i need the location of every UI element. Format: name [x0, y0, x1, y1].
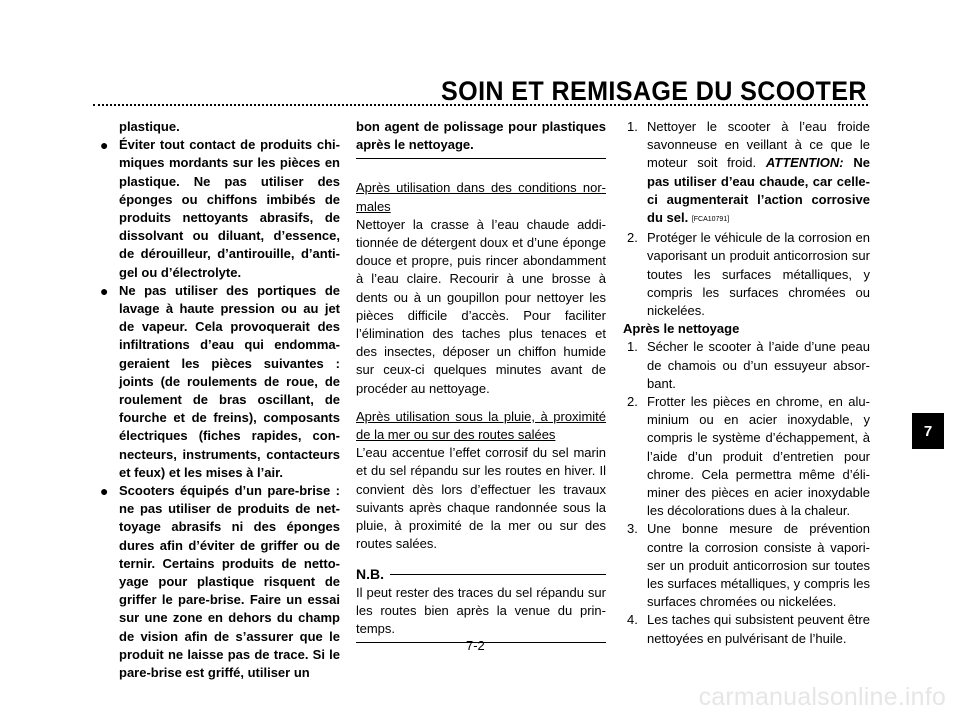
- list-item: [100, 482, 340, 682]
- column-1: [100, 118, 340, 682]
- numbered-step: [623, 611, 870, 647]
- page-title: SOIN ET REMISAGE DU SCOOTER: [441, 76, 867, 106]
- numbered-step: [623, 118, 870, 229]
- section-heading: Après le nettoyage: [623, 321, 740, 337]
- note-text: Il peut rester des traces du sel répandu sur les routes bien après la venue du printemps.: [356, 584, 606, 637]
- list-item: [100, 282, 340, 482]
- step-number: 1.: [627, 119, 638, 134]
- step-number: 3.: [627, 521, 638, 537]
- column-2: [356, 118, 606, 649]
- bullet-icon: ●: [100, 282, 109, 299]
- column-3: [623, 118, 870, 648]
- step-number: 2.: [627, 394, 638, 410]
- section-body: L’eau accentue l’effet corrosif du sel marin et du sel répandu sur les routes en hiver. Il convient dès lors d’effectuer les travaux suivants après chaque randonnée sous la pluie, à proximité de la mer ou sur des routes salées.: [356, 445, 606, 552]
- numbered-step: [623, 393, 870, 520]
- note-label: N.B.: [356, 566, 384, 583]
- caution-end-rule: [356, 158, 606, 159]
- list-item-text: Scooters équipés d’un pare-brise : ne pas utiliser de produits de nettoyage abrasifs ni des éponges dures afin d’éviter de griffer ou de ternir. Certains produits de nettoyage pour plastique risquent de griffer le pare-brise. Faire un essai sur une zone en dehors du champ de vision afin de s’assurer que le produit ne laisse pas de trace. Si le pare-brise est griffé, utiliser un: [119, 483, 340, 681]
- step-number: 4.: [627, 612, 638, 628]
- step-number: 1.: [627, 339, 638, 355]
- note-rule: [390, 574, 606, 575]
- step-text: Sécher le scooter à l’aide d’une peau de chamois ou d’un essuyeur absorbant.: [647, 339, 870, 391]
- list-item: [100, 136, 340, 282]
- reference-code: [FCA10791]: [691, 216, 730, 224]
- bullet-icon: ●: [100, 483, 109, 500]
- note-header: [356, 565, 606, 583]
- continued-text: plastique.: [119, 119, 180, 134]
- warning-text: Ne pas utiliser d’eau chaude, car celle-ci augmenterait l’action corrosive du sel.: [647, 155, 870, 226]
- step-text: Frotter les pièces en chrome, en aluminium ou en acier inoxydable, y compris le système d’échappement, à l’aide d’un produit d’entretien pour chrome. Cela permettra même d’éliminer des pièces en acier inoxydable les décolorations dues à la chaleur.: [647, 394, 870, 519]
- section-body: Nettoyer la crasse à l’eau chaude additionnée de détergent doux et d’une éponge douce et propre, puis rincer abondamment à l’eau claire. Recourir à une brosse à dents ou à un goupillon pour nettoyer les pièces difficile d’accès. Pour faciliter l’élimination des taches plus tenaces et des insectes, déposer un chiffon humide sur ceux-ci quelques minutes avant de procéder au nettoyage.: [356, 216, 606, 396]
- attention-label: ATTENTION:: [765, 155, 844, 171]
- chapter-tab: 7: [912, 413, 944, 449]
- step-text: Une bonne mesure de prévention contre la corrosion consiste à vaporiser un produit anticorrosion sur toutes les surfaces métalliques, y compris les surfaces chromées ou nickelées.: [647, 521, 870, 610]
- continued-text: bon agent de polissage pour plastiques après le nettoyage.: [356, 119, 606, 153]
- numbered-step: [623, 229, 870, 320]
- section-heading: Après utilisation dans des conditions normales: [356, 180, 606, 214]
- header-divider: [93, 104, 868, 106]
- list-item-text: Éviter tout contact de produits chimiques mordants sur les pièces en plastique. Ne pas utiliser des éponges ou chiffons imbibés de produits nettoyants abrasifs, de dissolvant ou diluant, d’essence, de dérouilleur, d’antirouille, d’antigel ou d’électrolyte.: [119, 137, 340, 280]
- step-text: Les taches qui subsistent peuvent être nettoyées en pulvérisant de l’huile.: [647, 612, 870, 646]
- step-number: 2.: [627, 230, 638, 246]
- numbered-step: [623, 520, 870, 611]
- numbered-step: [623, 338, 870, 393]
- section-heading: Après utilisation sous la pluie, à proximité de la mer ou sur des routes salées: [356, 408, 606, 443]
- step-text: Nettoyer le scooter à l’eau froide savonneuse en veillant à ce que le moteur soit froid.: [647, 119, 870, 171]
- list-item-text: Ne pas utiliser des portiques de lavage à haute pression ou au jet de vapeur. Cela provoquerait des infiltrations d’eau qui endommageraient les pièces suivantes : joints (de roulements de roue, de roulement de bras oscillant, de fourche et de freins), composants électriques (fiches rapides, connecteurs, instruments, contacteurs et feux) et les mises à l’air.: [119, 282, 340, 480]
- watermark: carmanualsonline.info: [698, 683, 946, 711]
- bullet-icon: ●: [100, 137, 109, 154]
- page-number: 7-2: [466, 638, 485, 653]
- step-text: Protéger le véhicule de la corrosion en vaporisant un produit anticorrosion sur toutes les surfaces métalliques, y compris les surfaces chromées ou nickelées.: [647, 230, 870, 319]
